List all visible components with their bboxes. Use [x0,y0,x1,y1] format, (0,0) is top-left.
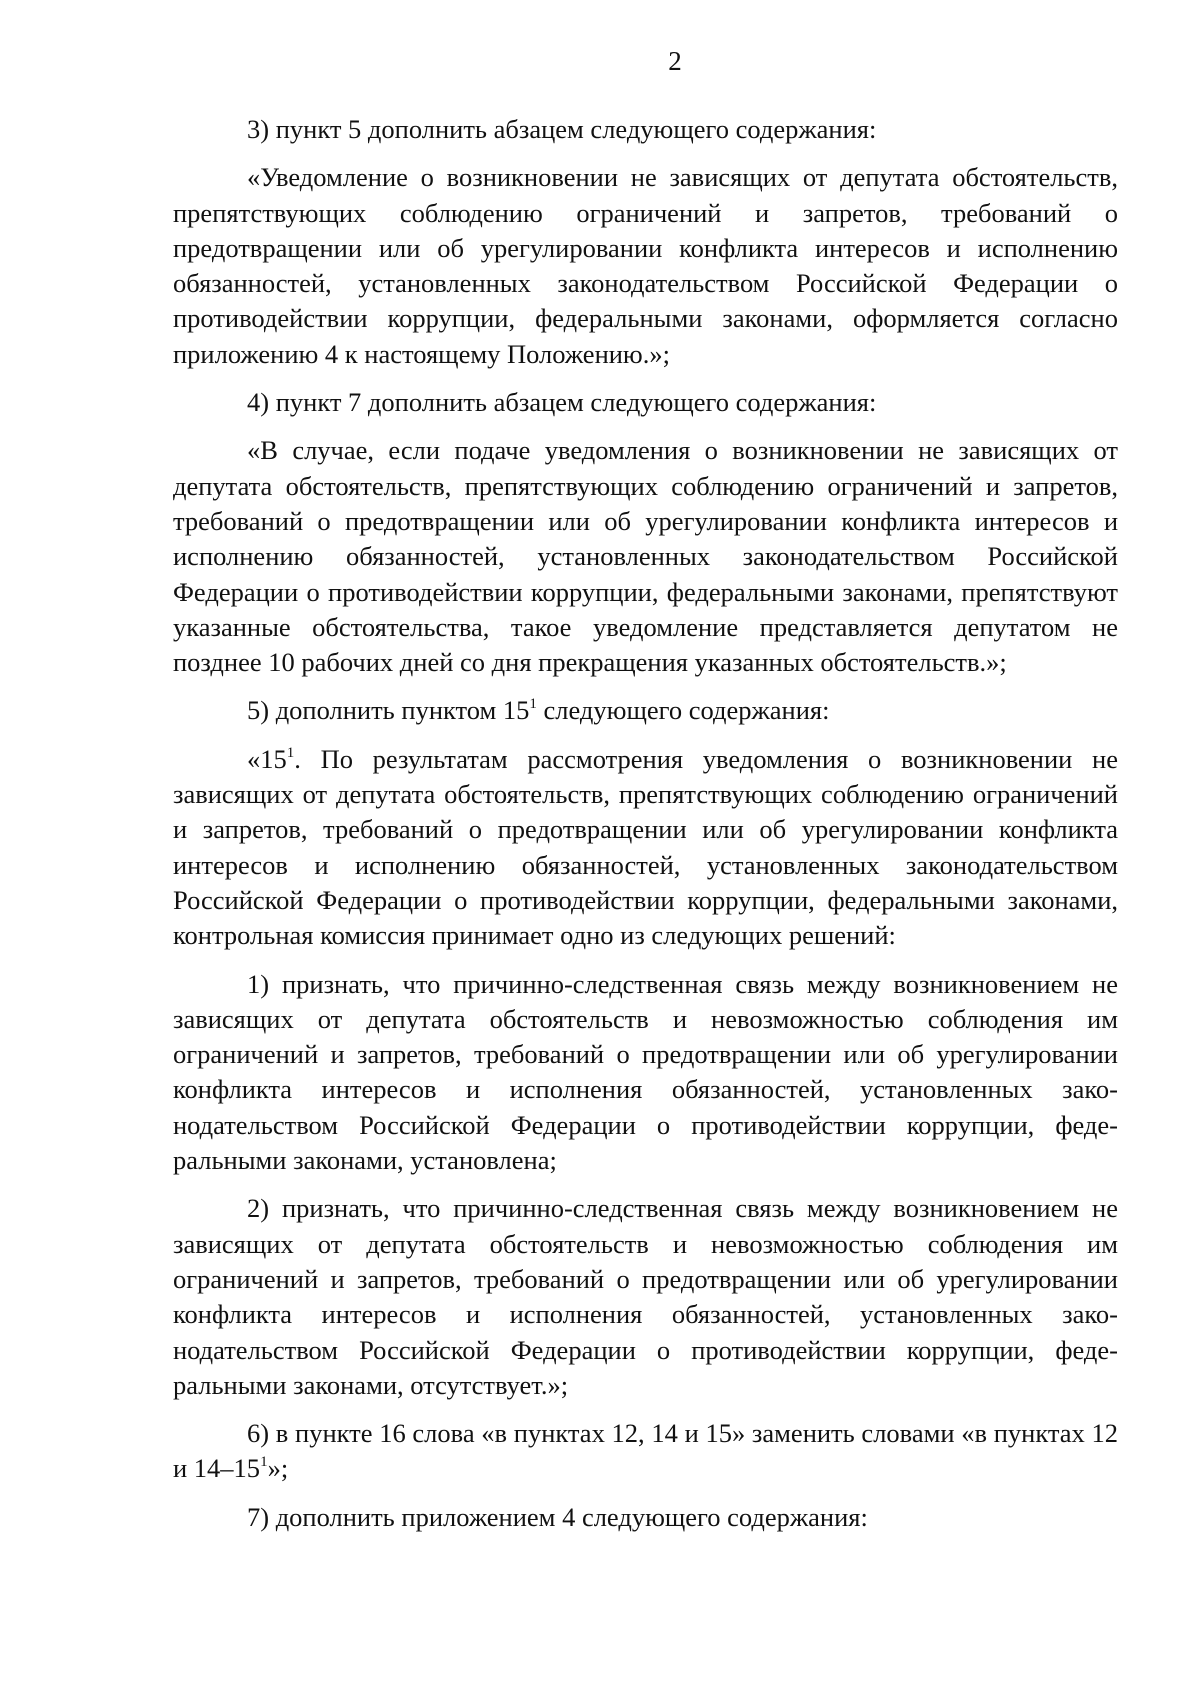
paragraph-item-4: 4) пункт 7 дополнить абзацем следующего содержания: [247,387,877,418]
paragraph-clause-15-1-pre: «15 [247,743,287,774]
paragraph-notice-text: «Уведомление о возникновении не зависящих от депутата обстоятельств, препятствующих соблюдению ограничений и запретов, требований о предотвращении или об урегулировании конфликта интересов и исполнению обязанностей, установленных законодательством Российской Федерации о противодействии коррупции, федеральными законами, оформляется согласно приложению 4 к настоящему Положению.»; [173,162,1118,369]
paragraph-item-7: 7) дополнить приложением 4 следующего содержания: [247,1501,868,1532]
page-number: 2 [668,46,682,76]
paragraph-decision-1: 1) признать, что причинно-следственная связь между возникновением не зависящих от депутата обстоятельств и невозможностью соблюдения им ограничений и запретов, требований о предотвращении или об урегулировании конфликта интересов и исполнения обязанностей, установленных законодательством Российской Федерации о противодействии коррупции, федеральными законами, установлена; [173,968,1118,1176]
paragraph-item-5-post: следующего содержания: [536,695,830,726]
paragraph-item-6-post: »; [267,1453,289,1484]
paragraph-item-5 [173,693,1118,728]
paragraph-item-5-pre: 5) дополнить пунктом 15 [247,695,530,726]
paragraph-item-3: 3) пункт 5 дополнить абзацем следующего содержания: [247,114,877,144]
superscript-index: 1 [529,696,537,713]
superscript-index: 1 [286,744,295,761]
superscript-index: 1 [260,1454,268,1471]
paragraph-item-6 [173,1416,1118,1487]
paragraph-clause-15-1 [173,742,1118,954]
paragraph-deadline-text: «В случае, если подаче уведомления о возникновении не зависящих от депутата обстоятельств, препятствующих соблюдению ограничений и запретов, требований о предотвращении или об урегулировании конфликта интересов и исполнению обязанностей, установленных законодательством Российской Федерации о противодействии коррупции, федеральными законами, препятствуют указанные обстоятельства, такое уведомление представляется депутатом не позднее 10 рабочих дней со дня прекращения указанных обстоятельств.»; [173,435,1118,678]
paragraph-item-6-pre: 6) в пункте 16 слова «в пунктах 12, 14 и 15» заменить словами «в пунктах 12 и 14–15 [173,1418,1118,1484]
document-body [173,112,1118,1548]
paragraph-decision-2: 2) признать, что причинно-следственная связь между возникновением не зависящих от депутата обстоятельств и невозможностью соблюдения им ограничений и запретов, требований о предотвращении или об урегулировании конфликта интересов и исполнения обязанностей, установленных законодательством Российской Федерации о противодействии коррупции, федеральными законами, отсутствует.»; [173,1193,1118,1400]
paragraph-clause-15-1-post: . По результатам рассмотрения уведомления о возникновении не зависящих от депутата обстоятельств, препятствующих соблюдению ограничений и запретов, требований о предотвращении или об урегулировании конфликта интересов и исполнению обязанностей, установленных законодательством Российской Федерации о противодействии коррупции, федеральными законами, контрольная комиссия принимает одно из следующих решений: [173,743,1118,951]
